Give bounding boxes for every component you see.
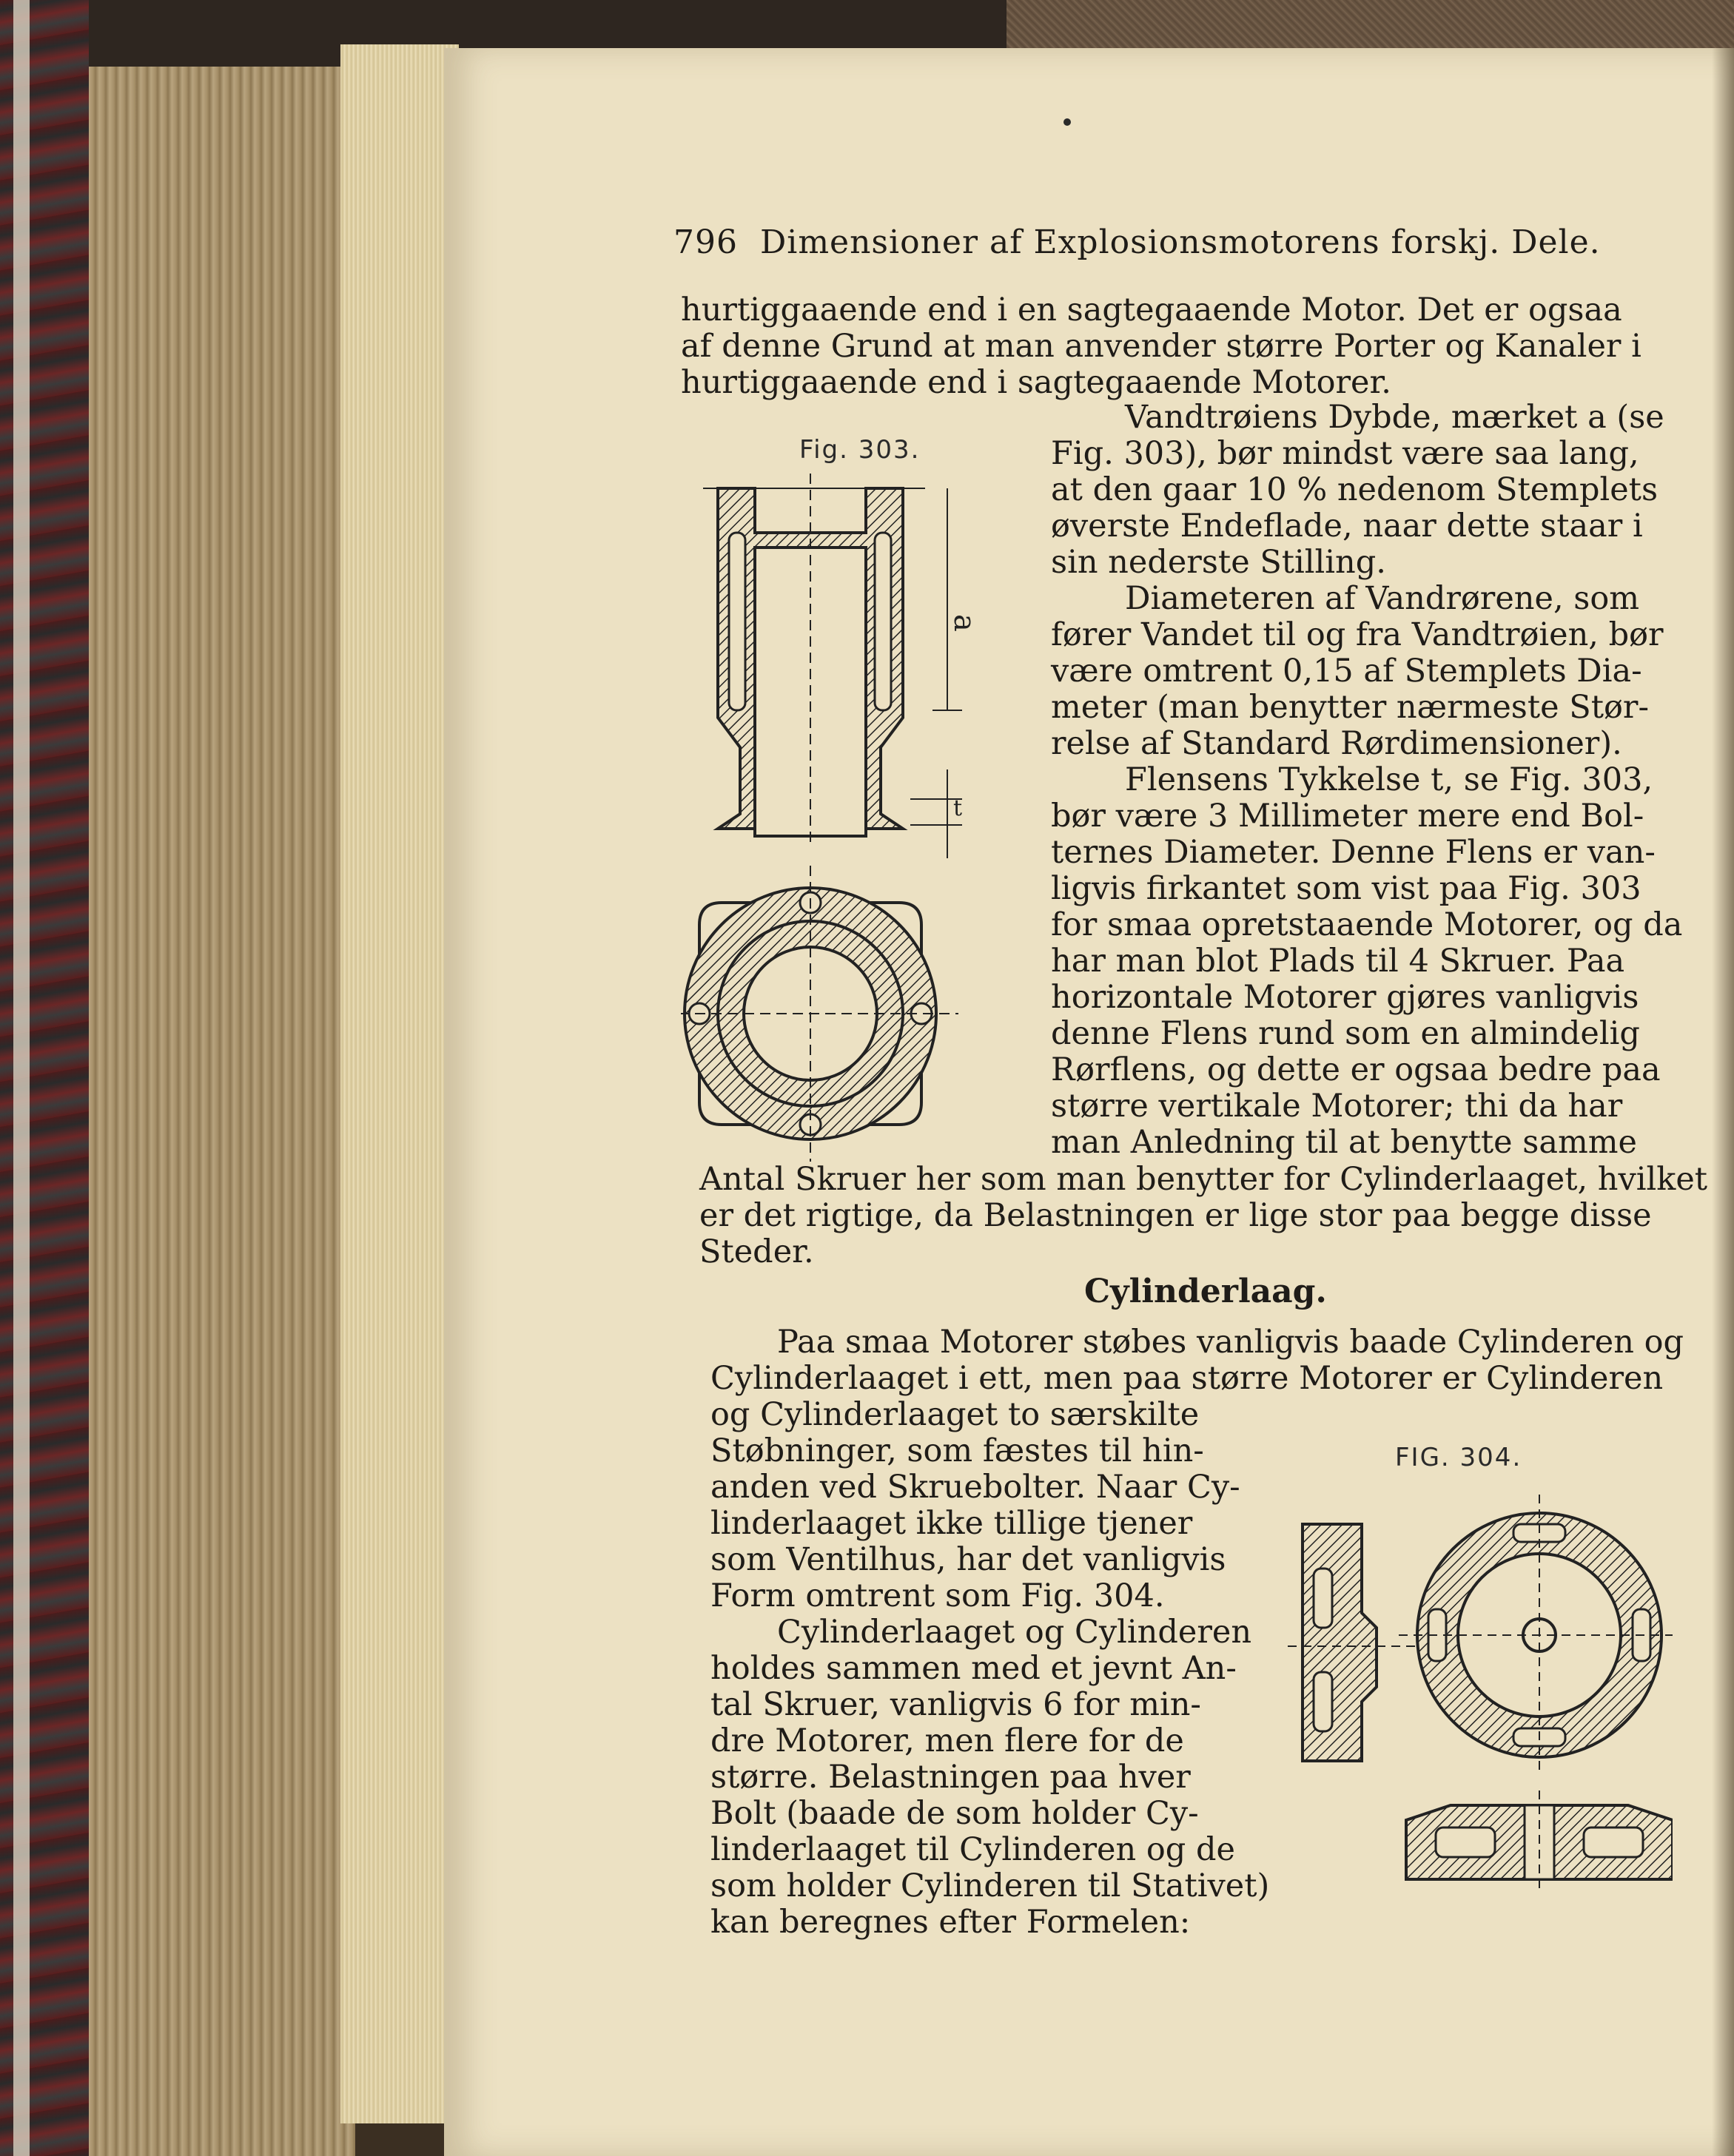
text-line: Paa smaa Motorer støbes vanligvis baade Cylinderen og xyxy=(777,1324,1684,1361)
text-line: er det rigtige, da Belastningen er lige stor paa begge disse xyxy=(699,1197,1652,1234)
text-line: af denne Grund at man anvender større Porter og Kanaler i xyxy=(681,328,1641,365)
text-line: som Ventilhus, har det vanligvis xyxy=(710,1541,1226,1578)
text-line: Rørflens, og dette er ogsaa bedre paa xyxy=(1051,1051,1661,1088)
cover-plan-view xyxy=(1399,1495,1673,1776)
text-line: Antal Skruer her som man benytter for Cylinderlaaget, hvilket xyxy=(699,1161,1708,1198)
text-line: man Anledning til at benytte samme xyxy=(1051,1124,1637,1161)
text-line: fører Vandet til og fra Vandtrøien, bør xyxy=(1051,616,1664,653)
cover-spine-strip xyxy=(13,0,30,2156)
text-line: Cylinderlaaget og Cylinderen xyxy=(777,1614,1252,1651)
text-line: større. Belastningen paa hver xyxy=(710,1759,1191,1796)
page-stack-edge xyxy=(340,44,459,2123)
text-line: holdes sammen med et jevnt An- xyxy=(710,1650,1237,1687)
text-line: hurtiggaaende end i sagtegaaende Motorer. xyxy=(681,364,1391,401)
text-line: ligvis firkantet som vist paa Fig. 303 xyxy=(1051,870,1641,907)
text-line: Form omtrent som Fig. 304. xyxy=(710,1577,1165,1614)
text-line: ternes Diameter. Denne Flens er van- xyxy=(1051,834,1656,871)
text-line: linderlaaget til Cylinderen og de xyxy=(710,1831,1235,1868)
text-line: Steder. xyxy=(699,1233,814,1270)
running-header xyxy=(673,223,1601,261)
text-line: større vertikale Motorer; thi da har xyxy=(1051,1088,1623,1125)
text-line: relse af Standard Rørdimensioner). xyxy=(1051,725,1622,762)
text-line: denne Flens rund som en almindelig xyxy=(1051,1015,1640,1052)
fig303-label: Fig. 303. xyxy=(799,435,921,465)
text-line: Flensens Tykkelse t, se Fig. 303, xyxy=(1125,761,1653,798)
text-line: kan beregnes efter Formelen: xyxy=(710,1904,1191,1941)
cylinder-section-view xyxy=(703,474,981,858)
page-gutter-shadow xyxy=(1712,48,1734,2156)
text-line: Bolt (baade de som holder Cy- xyxy=(710,1795,1199,1832)
text-line: tal Skruer, vanligvis 6 for min- xyxy=(710,1686,1201,1723)
continuation-paragraph xyxy=(699,1162,1707,1270)
text-line: bør være 3 Millimeter mere end Bol- xyxy=(1051,798,1644,835)
text-line: horizontale Motorer gjøres vanligvis xyxy=(1051,979,1639,1016)
section-paragraph-full xyxy=(710,1324,1684,1397)
intro-paragraph xyxy=(681,292,1641,401)
text-line: være omtrent 0,15 af Stemplets Dia- xyxy=(1051,653,1642,690)
fig303-dim-t: t xyxy=(953,795,963,821)
text-line: anden ved Skruebolter. Naar Cy- xyxy=(710,1469,1240,1506)
fig304-label: FIG. 304. xyxy=(1395,1443,1522,1472)
text-line: sin nederste Stilling. xyxy=(1051,544,1386,581)
section-left-column xyxy=(710,1397,1269,1941)
text-line: Diameteren af Vandrørene, som xyxy=(1125,580,1640,617)
text-line: Vandtrøiens Dybde, mærket a (se xyxy=(1125,399,1664,436)
text-line: Fig. 303), bør mindst være saa lang, xyxy=(1051,435,1639,472)
text-line: meter (man benytter nærmeste Stør- xyxy=(1051,689,1649,726)
cylinder-plan-view xyxy=(681,866,958,1162)
text-line: dre Motorer, men flere for de xyxy=(710,1722,1184,1759)
right-column-text xyxy=(1051,400,1682,1161)
text-line: og Cylinderlaaget to særskilte xyxy=(710,1396,1200,1433)
fig304-cover-drawing xyxy=(1288,1495,1673,1909)
text-line: for smaa opretstaaende Motorer, og da xyxy=(1051,906,1683,943)
text-line: øverste Endeflade, naar dette staar i xyxy=(1051,508,1643,545)
ink-dot xyxy=(1063,118,1071,126)
text-line: linderlaaget ikke tillige tjener xyxy=(710,1505,1193,1542)
page-number: 796 xyxy=(673,223,738,261)
text-line: har man blot Plads til 4 Skruer. Paa xyxy=(1051,943,1625,980)
section-heading: Cylinderlaag. xyxy=(1084,1273,1327,1310)
cover-bottom-section xyxy=(1406,1791,1673,1894)
text-line: hurtiggaaende end i en sagtegaaende Motor. Det er ogsaa xyxy=(681,292,1622,329)
text-line: Støbninger, som fæstes til hin- xyxy=(710,1432,1204,1469)
text-line: som holder Cylinderen til Stativet) xyxy=(710,1867,1270,1904)
text-line: at den gaar 10 % nedenom Stemplets xyxy=(1051,471,1659,508)
fig303-dim-a: a xyxy=(947,614,981,632)
cover-side-section xyxy=(1288,1524,1428,1761)
text-line: Cylinderlaaget i ett, men paa større Motorer er Cylinderen xyxy=(710,1360,1664,1397)
page-block-edge xyxy=(89,59,355,2156)
fig303-cylinder-drawing xyxy=(681,474,1036,1184)
running-head-title: Dimensioner af Explosionsmotorens forskj. Dele. xyxy=(759,223,1601,261)
